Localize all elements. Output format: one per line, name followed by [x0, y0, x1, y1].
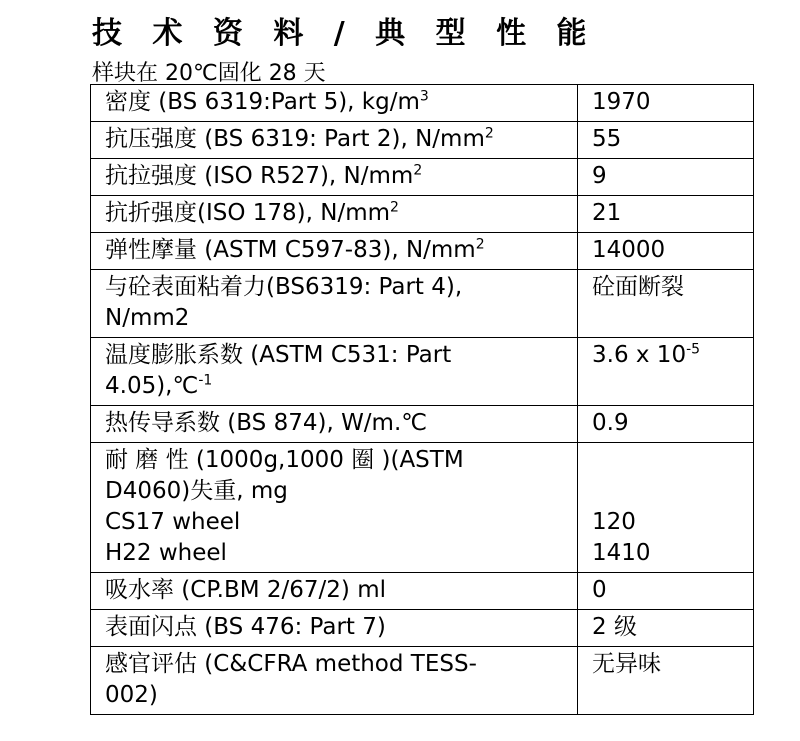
property-value: 无异味 [578, 647, 754, 715]
value-exponent: -5 [686, 341, 701, 358]
property-name-cont: 002) [105, 682, 158, 708]
wheel-label: H22 wheel [105, 540, 227, 566]
table-row [91, 610, 754, 647]
table-row [91, 443, 754, 573]
property-value: 2 级 [578, 610, 754, 647]
table-row [91, 338, 754, 406]
property-name: 抗压强度 (BS 6319: Part 2), N/mm [105, 126, 485, 152]
property-name: 密度 (BS 6319:Part 5), kg/m [105, 89, 420, 115]
property-unit: 4.05),℃ [105, 373, 199, 399]
table-row [91, 85, 754, 122]
property-value: 1970 [578, 85, 754, 122]
property-name: 抗拉强度 (ISO R527), N/mm [105, 163, 414, 189]
unit-superscript: 2 [484, 125, 494, 142]
property-value: 0.9 [578, 406, 754, 443]
property-value: 55 [578, 122, 754, 159]
property-value: 砼面断裂 [578, 270, 754, 338]
wheel-value: 120 [592, 509, 636, 535]
unit-superscript: -1 [198, 372, 213, 389]
table-row [91, 233, 754, 270]
property-name: 感官评估 (C&CFRA method TESS- [105, 651, 477, 677]
property-unit: N/mm2 [105, 305, 190, 331]
table-row [91, 196, 754, 233]
property-name: 弹性摩量 (ASTM C597-83), N/mm [105, 237, 476, 263]
wheel-value: 1410 [592, 540, 651, 566]
table-row [91, 573, 754, 610]
table-row [91, 122, 754, 159]
table-row [91, 270, 754, 338]
property-value: 21 [578, 196, 754, 233]
unit-superscript: 3 [419, 88, 429, 105]
wheel-label: CS17 wheel [105, 509, 241, 535]
table-row [91, 159, 754, 196]
property-name: 与砼表面粘着力(BS6319: Part 4), [105, 274, 463, 300]
unit-superscript: 2 [413, 162, 423, 179]
page-subtitle: 样块在 20℃固化 28 天 [92, 61, 326, 86]
property-value: 9 [578, 159, 754, 196]
property-name: 吸水率 (CP.BM 2/67/2) ml [91, 573, 578, 610]
unit-superscript: 2 [475, 236, 485, 253]
property-name: 表面闪点 (BS 476: Part 7) [91, 610, 578, 647]
unit-superscript: 2 [390, 199, 399, 216]
table-row [91, 406, 754, 443]
table-row [91, 647, 754, 715]
property-name: 抗折强度(ISO 178), N/mm [105, 200, 391, 226]
property-value: 0 [578, 573, 754, 610]
property-name: 热传导系数 (BS 874), W/m.℃ [91, 406, 578, 443]
page-title: 技 术 资 料 / 典 型 性 能 [92, 16, 597, 51]
property-unit: D4060)失重, mg [105, 478, 288, 504]
property-name: 耐 磨 性 (1000g,1000 圈 )(ASTM [105, 447, 464, 473]
properties-table [90, 84, 754, 715]
property-value: 3.6 x 10 [592, 342, 687, 368]
property-value: 14000 [578, 233, 754, 270]
property-name: 温度膨胀系数 (ASTM C531: Part [105, 342, 452, 368]
